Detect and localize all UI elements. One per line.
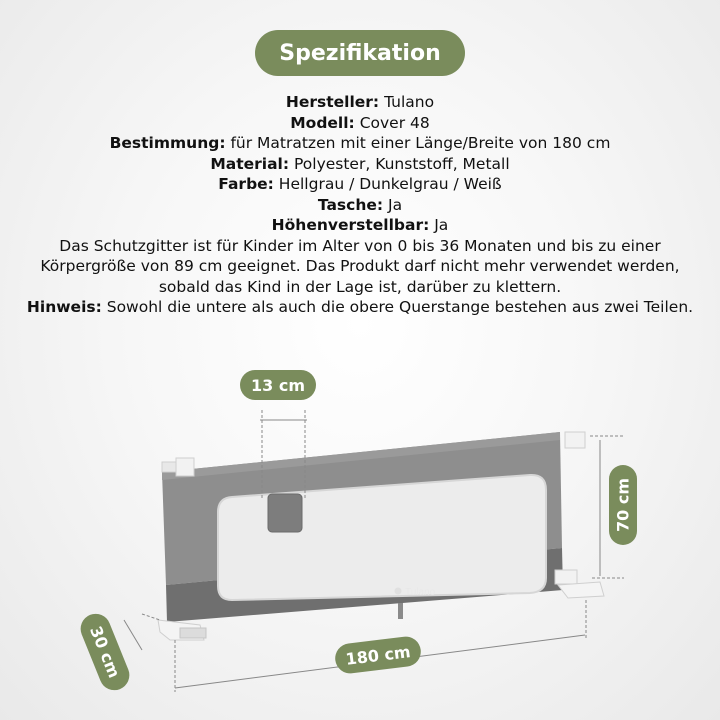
brand-logo: Tulano xyxy=(405,587,436,598)
description-text: Das Schutzgitter ist für Kinder im Alter von 0 bis 36 Monaten und bis zu einer Körpergröße von 89 cm geeignet. Das Produkt darf nicht mehr verwendet werden, sobald das Kind in der Lage ist, darüber zu klettern. xyxy=(40,236,680,296)
clip-top-right xyxy=(565,432,585,448)
spec-row-purpose: Bestimmung: für Matratzen mit einer Länge/Breite von 180 cm xyxy=(109,134,611,152)
note-row: Hinweis: Sowohl die untere als auch die obere Querstange bestehen aus zwei Teilen. xyxy=(26,298,694,316)
dimension-height: 70 cm xyxy=(613,478,633,532)
storage-pocket xyxy=(268,494,302,532)
dimension-depth: 30 cm xyxy=(86,623,124,681)
spec-row-manufacturer: Hersteller: Tulano xyxy=(285,93,435,111)
brand-logo-icon xyxy=(395,588,402,595)
spec-row-color: Farbe: Hellgrau / Dunkelgrau / Weiß xyxy=(218,175,502,193)
dimension-pocket-badge xyxy=(240,370,316,400)
page-title: Spezifikation xyxy=(279,40,441,66)
dimension-pocket: 13 cm xyxy=(251,375,305,395)
clip-top-left xyxy=(176,458,194,476)
spec-row-adjustable: Höhenverstellbar: Ja xyxy=(271,216,449,234)
spec-row-material: Material: Polyester, Kunststoff, Metall xyxy=(210,154,510,173)
dimension-height-badge xyxy=(609,465,637,545)
spec-row-bag: Tasche: Ja xyxy=(317,195,403,214)
mesh-window xyxy=(218,475,546,600)
spec-row-model: Modell: Cover 48 xyxy=(290,113,430,132)
clip-bottom-right xyxy=(555,570,577,584)
dimension-length: 180 cm xyxy=(344,641,412,669)
foot-right xyxy=(558,582,604,598)
